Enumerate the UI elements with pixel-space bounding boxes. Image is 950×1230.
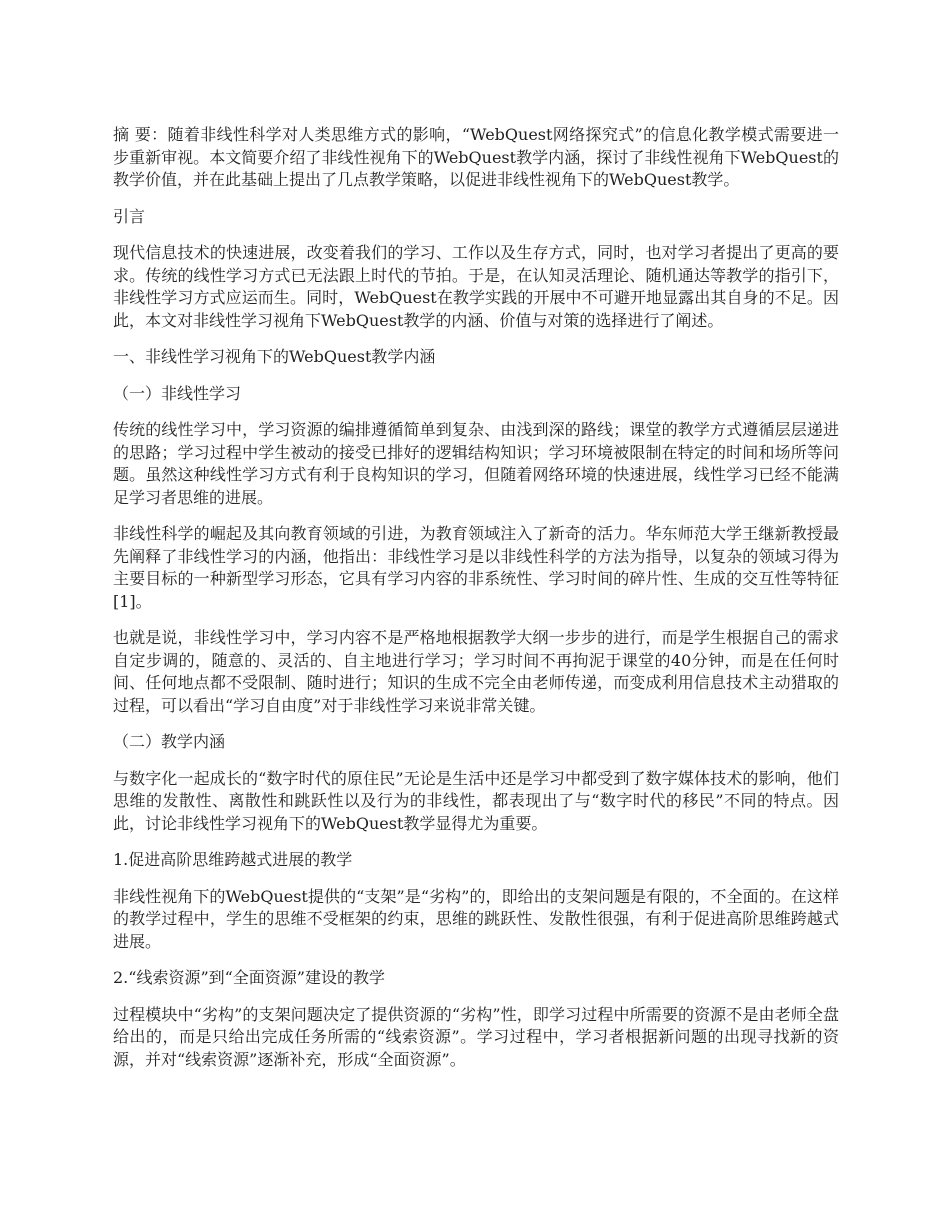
document-body <box>113 124 839 1085</box>
body-paragraph: 非线性视角下的WebQuest提供的“支架”是“劣构”的，即给出的支架问题是有限的，不全面的。在这样的教学过程中，学生的思维不受框架的约束，思维的跳跃性、发散性很强，有利于促进高阶思维跨越式进展。 <box>113 886 839 951</box>
body-paragraph: 非线性科学的崛起及其向教育领域的引进，为教育领域注入了新奇的活力。华东师范大学王继新教授最先阐释了非线性学习的内涵，他指出：非线性学习是以非线性科学的方法为指导，以复杂的领域习得为主要目标的一种新型学习形态，它具有学习内容的非系统性、学习时间的碎片性、生成的交互性等特征[1]。 <box>113 524 839 611</box>
introduction-paragraph: 现代信息技术的快速进展，改变着我们的学习、工作以及生存方式，同时，也对学习者提出了更高的要求。传统的线性学习方式已无法跟上时代的节拍。于是，在认知灵活理论、随机通达等教学的指引下，非线性学习方式应运而生。同时，WebQuest在教学实践的开展中不可避开地显露出其自身的不足。因此，本文对非线性学习视角下WebQuest教学的内涵、价值与对策的选择进行了阐述。 <box>113 243 839 330</box>
section-heading-1: 一、非线性学习视角下的WebQuest教学内涵 <box>113 347 436 366</box>
body-paragraph: 与数字化一起成长的“数字时代的原住民”无论是生活中还是学习中都受到了数字媒体技术的影响，他们思维的发散性、离散性和跳跃性以及行为的非线性，都表现出了与“数字时代的移民”不同的特点。因此，讨论非线性学习视角下的WebQuest教学显得尤为重要。 <box>113 768 839 833</box>
subsection-heading-1-2: （二）教学内涵 <box>113 732 226 751</box>
subsection-heading-1-1: （一）非线性学习 <box>113 383 242 403</box>
body-paragraph: 也就是说，非线性学习中，学习内容不是严格地根据教学大纲一步步的进行，而是学生根据自己的需求自定步调的，随意的、灵活的、自主地进行学习；学习时间不再拘泥于课堂的40分钟，而是在任何时间、任何地点都不受限制、随时进行；知识的生成不完全由老师传递，而变成利用信息技术主动猎取的过程，可以看出“学习自由度”对于非线性学习来说非常关键。 <box>113 628 839 715</box>
item-heading-1: 1.促进高阶思维跨越式进展的教学 <box>113 850 353 869</box>
section-heading-introduction: 引言 <box>113 206 146 226</box>
abstract-paragraph: 摘 要：随着非线性科学对人类思维方式的影响，“WebQuest网络探究式”的信息化教学模式需要进一步重新审视。本文简要介绍了非线性视角下的WebQuest教学内涵，探讨了非线性视角下WebQuest的教学价值，并在此基础上提出了几点教学策略，以促进非线性视角下的WebQuest教学。 <box>113 125 839 189</box>
item-heading-2: 2.“线索资源”到“全面资源”建设的教学 <box>113 968 385 987</box>
body-paragraph: 过程模块中“劣构”的支架问题决定了提供资源的“劣构”性，即学习过程中所需要的资源不是由老师全盘给出的，而是只给出完成任务所需的“线索资源”。学习过程中，学习者根据新问题的出现寻找新的资源，并对“线索资源”逐渐补充，形成“全面资源”。 <box>113 1004 839 1069</box>
body-paragraph: 传统的线性学习中，学习资源的编排遵循简单到复杂、由浅到深的路线；课堂的教学方式遵循层层递进的思路；学习过程中学生被动的接受已排好的逻辑结构知识；学习环境被限制在特定的时间和场所等问题。虽然这种线性学习方式有利于良构知识的学习，但随着网络环境的快速进展，线性学习已经不能满足学习者思维的进展。 <box>113 420 839 507</box>
